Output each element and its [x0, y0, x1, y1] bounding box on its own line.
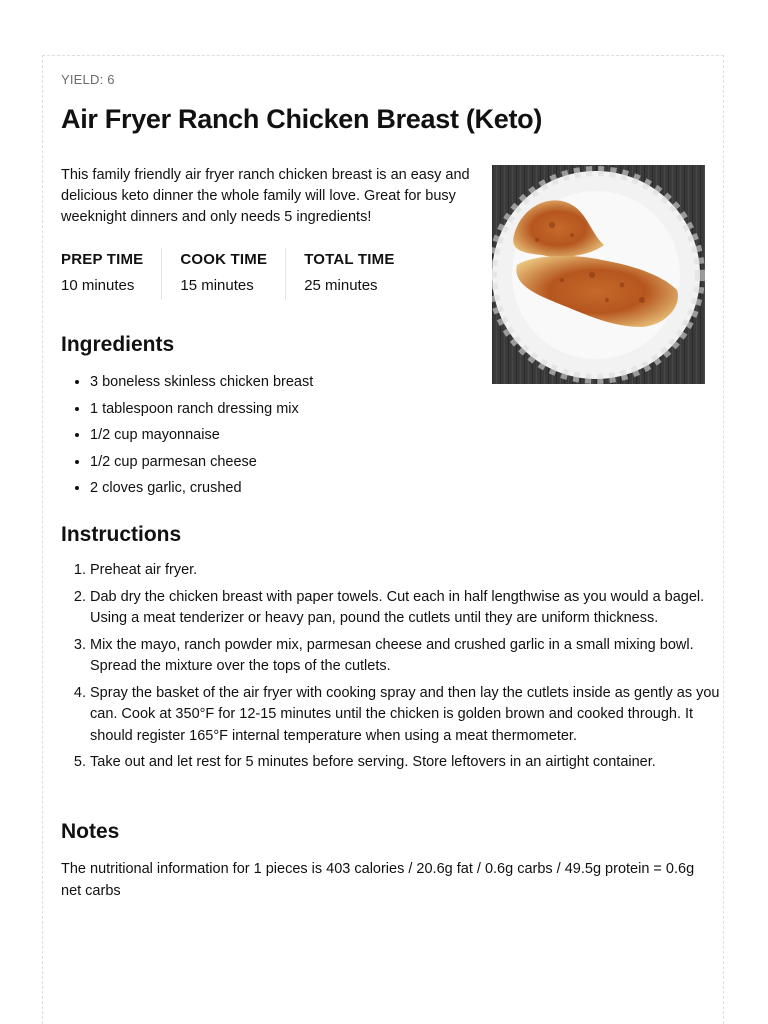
instruction-step: 2. Dab dry the chicken breast with paper towels. Cut each in half lengthwise as you would a bagel. Using a meat tenderizer or heavy pan, pound the cutlets until they are uniform thickness. [90, 587, 726, 630]
recipe-yield: YIELD: 6 [61, 72, 115, 87]
instruction-step: 3. Mix the mayo, ranch powder mix, parmesan cheese and crushed garlic in a small mixing bowl. Spread the mixture over the tops of the cutlets. [90, 635, 726, 678]
chicken-plate-image [492, 165, 705, 384]
ingredient-item: • 1/2 cup parmesan cheese [90, 452, 510, 479]
ingredient-item: • 1/2 cup mayonnaise [90, 425, 510, 452]
recipe-description: This family friendly air fryer ranch chicken breast is an easy and delicious keto dinner the whole family will love. Great for busy weeknight dinners and only needs 5 ingredients! [61, 167, 470, 225]
instruction-step: 4. Spray the basket of the air fryer with cooking spray and then lay the cutlets inside as gently as you can. Cook at 350°F for 12-15 minutes until the chicken is golden brown and cooked through. It should register 165°F internal temperature when using a meat thermometer. [90, 683, 726, 748]
ingredients-list [61, 372, 510, 505]
ingredients-heading: Ingredients [61, 333, 175, 356]
recipe-times [61, 248, 431, 300]
cook-time-value: 15 minutes [180, 277, 254, 294]
cook-time [180, 248, 286, 300]
recipe-photo [492, 165, 705, 384]
notes-text: The nutritional information for 1 pieces is 403 calories / 20.6g fat / 0.6g carbs / 49.5g protein = 0.6g net carbs [61, 861, 695, 899]
instructions-list [61, 560, 726, 779]
ingredient-item: • 3 boneless skinless chicken breast [90, 372, 510, 399]
instruction-step: 1. Preheat air fryer. [90, 560, 726, 582]
total-time-value: 25 minutes [304, 277, 378, 294]
instructions-heading: Instructions [61, 523, 182, 546]
prep-time-value: 10 minutes [61, 277, 135, 294]
total-time-label: TOTAL TIME [304, 251, 395, 268]
total-time [304, 248, 412, 300]
cook-time-label: COOK TIME [180, 251, 268, 268]
notes-heading: Notes [61, 820, 120, 843]
instruction-step: 5. Take out and let rest for 5 minutes before serving. Store leftovers in an airtight container. [90, 752, 726, 774]
ingredient-item: • 1 tablespoon ranch dressing mix [90, 399, 510, 426]
prep-time [61, 248, 162, 300]
recipe-title: Air Fryer Ranch Chicken Breast (Keto) [61, 104, 543, 134]
ingredient-item: • 2 cloves garlic, crushed [90, 478, 510, 505]
prep-time-label: PREP TIME [61, 251, 144, 268]
